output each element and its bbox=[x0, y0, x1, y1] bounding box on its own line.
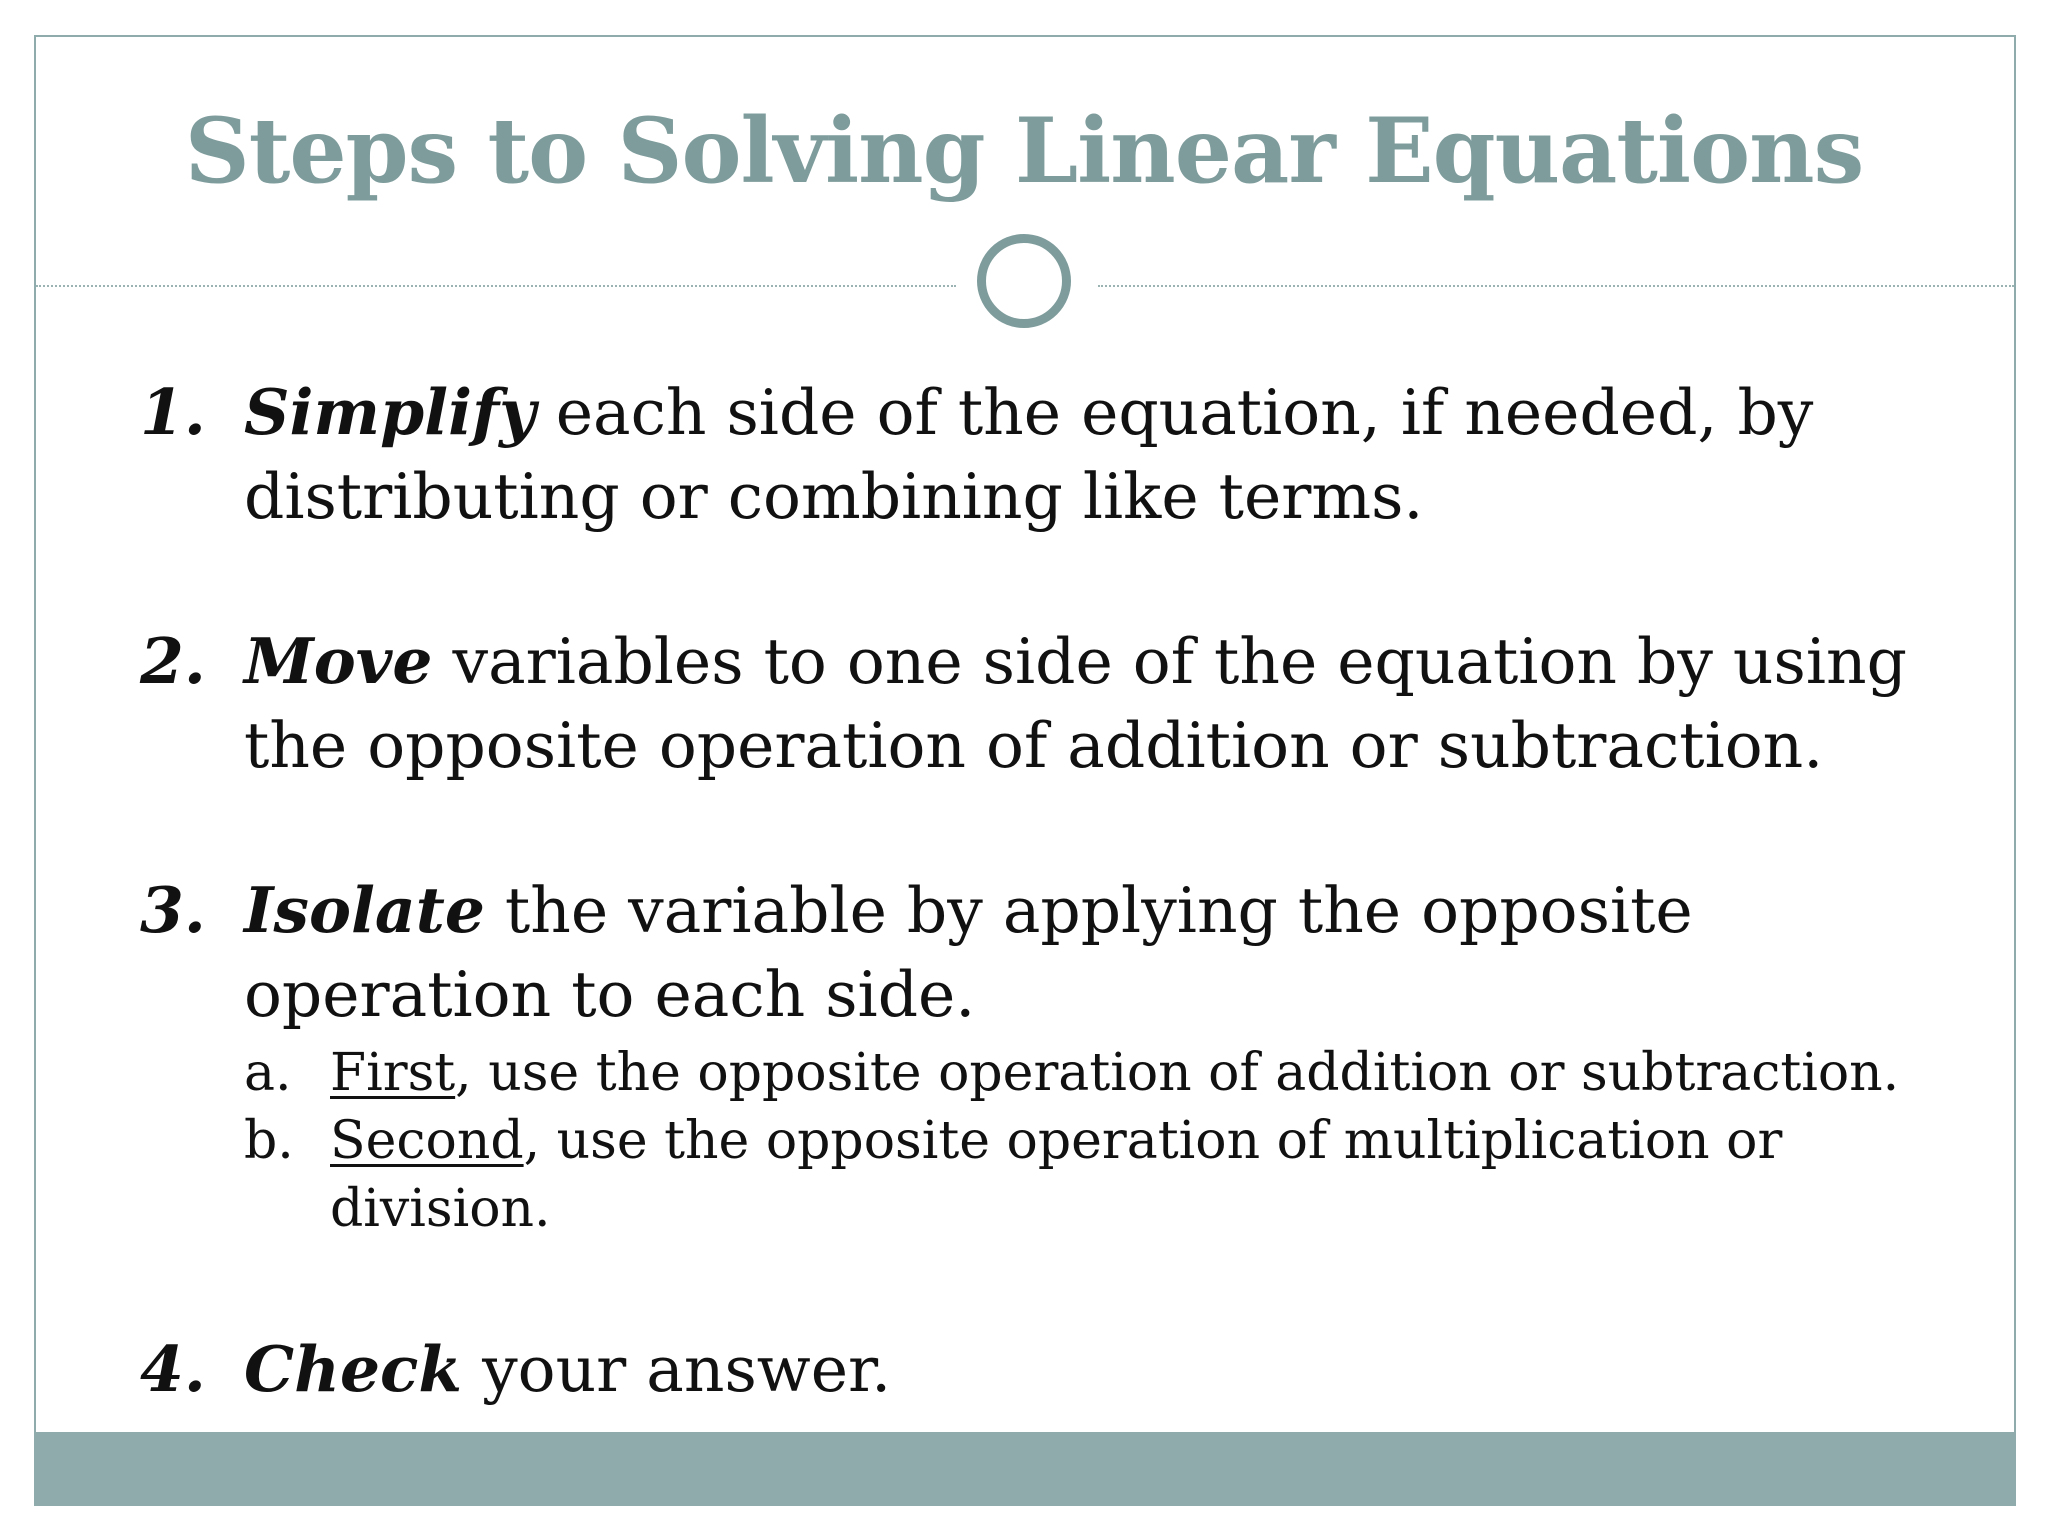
sub-step-letter: a. bbox=[244, 1043, 292, 1103]
step-number: 1. bbox=[140, 375, 206, 449]
divider-circle-icon bbox=[977, 234, 1071, 328]
sub-step-letter: b. bbox=[244, 1111, 294, 1171]
step-number: 3. bbox=[140, 873, 206, 947]
sub-step-text: , use the opposite operation of addition or subtraction. bbox=[455, 1043, 1900, 1103]
step-keyword: Check bbox=[244, 1332, 463, 1406]
sub-step-keyword: Second bbox=[330, 1111, 524, 1171]
sub-step-keyword: First bbox=[330, 1043, 456, 1103]
step-item bbox=[140, 1327, 1980, 1412]
sub-step-item bbox=[244, 1107, 1980, 1243]
sub-step-list bbox=[244, 1039, 1980, 1243]
step-keyword: Isolate bbox=[244, 873, 485, 947]
slide-title: Steps to Solving Linear Equations bbox=[184, 98, 1864, 204]
step-item bbox=[140, 619, 1980, 788]
footer-bar bbox=[34, 1432, 2016, 1506]
title-divider-right bbox=[1098, 285, 2014, 287]
sub-step-text: , use the opposite operation of multiplication or division. bbox=[330, 1111, 1783, 1239]
step-item bbox=[140, 370, 1980, 539]
step-number: 4. bbox=[140, 1332, 206, 1406]
step-text: the variable by applying the opposite operation to each side. bbox=[244, 874, 1693, 1031]
step-item bbox=[140, 868, 1980, 1243]
step-text: your answer. bbox=[462, 1333, 892, 1406]
steps-list bbox=[140, 370, 1980, 1492]
sub-step-item bbox=[244, 1039, 1980, 1107]
step-keyword: Move bbox=[244, 624, 433, 698]
step-text: variables to one side of the equation by using the opposite operation of addition or subtraction. bbox=[244, 625, 1907, 782]
title-divider-left bbox=[36, 285, 956, 287]
step-keyword: Simplify bbox=[244, 375, 536, 449]
step-number: 2. bbox=[140, 624, 206, 698]
step-text: each side of the equation, if needed, by distributing or combining like terms. bbox=[244, 376, 1814, 533]
